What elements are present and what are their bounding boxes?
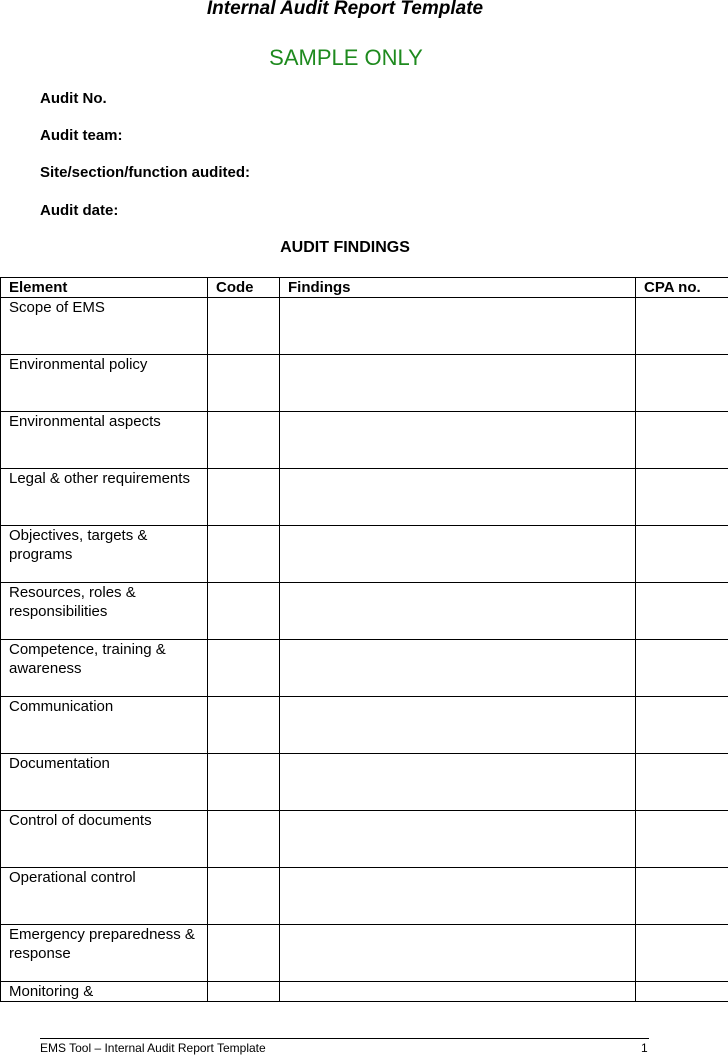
table-row	[1, 355, 728, 412]
audit-date-label: Audit date:	[40, 202, 119, 219]
code-cell[interactable]	[208, 754, 280, 811]
element-cell: Emergency preparedness & response	[1, 925, 208, 982]
code-cell[interactable]	[208, 355, 280, 412]
element-cell: Legal & other requirements	[1, 469, 208, 526]
element-cell: Resources, roles & responsibilities	[1, 583, 208, 640]
findings-cell[interactable]	[280, 754, 636, 811]
footer-divider	[40, 1038, 649, 1039]
document-title: Internal Audit Report Template	[206, 0, 484, 19]
cpa-cell[interactable]	[636, 868, 728, 925]
element-cell: Competence, training & awareness	[1, 640, 208, 697]
cpa-cell[interactable]	[636, 469, 728, 526]
findings-cell[interactable]	[280, 868, 636, 925]
code-cell[interactable]	[208, 298, 280, 355]
table-row	[1, 640, 728, 697]
audit-team-label: Audit team:	[40, 127, 123, 144]
audit-no-label: Audit No.	[40, 90, 107, 107]
findings-cell[interactable]	[280, 355, 636, 412]
findings-cell[interactable]	[280, 412, 636, 469]
element-cell: Monitoring &	[1, 982, 208, 1002]
findings-cell[interactable]	[280, 811, 636, 868]
table-row	[1, 868, 728, 925]
cpa-cell[interactable]	[636, 982, 728, 1002]
findings-cell[interactable]	[280, 697, 636, 754]
findings-cell[interactable]	[280, 469, 636, 526]
site-audited-label: Site/section/function audited:	[40, 164, 251, 181]
code-cell[interactable]	[208, 697, 280, 754]
table-row	[1, 754, 728, 811]
element-cell: Control of documents	[1, 811, 208, 868]
cpa-cell[interactable]	[636, 355, 728, 412]
table-row	[1, 811, 728, 868]
cpa-cell[interactable]	[636, 526, 728, 583]
element-cell: Objectives, targets & programs	[1, 526, 208, 583]
findings-cell[interactable]	[280, 526, 636, 583]
cpa-cell[interactable]	[636, 697, 728, 754]
cpa-cell[interactable]	[636, 583, 728, 640]
code-cell[interactable]	[208, 583, 280, 640]
table-header-row	[1, 278, 728, 298]
column-header-element: Element	[1, 278, 208, 298]
column-header-cpa-no: CPA no.	[636, 278, 728, 298]
element-cell: Operational control	[1, 868, 208, 925]
column-header-code: Code	[208, 278, 280, 298]
sample-only-label: SAMPLE ONLY	[269, 45, 423, 70]
findings-cell[interactable]	[280, 982, 636, 1002]
cpa-cell[interactable]	[636, 754, 728, 811]
findings-cell[interactable]	[280, 583, 636, 640]
footer-text: EMS Tool – Internal Audit Report Template	[40, 1041, 266, 1055]
code-cell[interactable]	[208, 469, 280, 526]
table-row	[1, 697, 728, 754]
cpa-cell[interactable]	[636, 412, 728, 469]
code-cell[interactable]	[208, 982, 280, 1002]
code-cell[interactable]	[208, 640, 280, 697]
element-cell: Environmental policy	[1, 355, 208, 412]
element-cell: Environmental aspects	[1, 412, 208, 469]
table-row	[1, 925, 728, 982]
page-number: 1	[641, 1041, 648, 1055]
element-cell: Communication	[1, 697, 208, 754]
cpa-cell[interactable]	[636, 811, 728, 868]
code-cell[interactable]	[208, 925, 280, 982]
element-cell: Documentation	[1, 754, 208, 811]
column-header-findings: Findings	[280, 278, 636, 298]
element-cell: Scope of EMS	[1, 298, 208, 355]
table-row	[1, 583, 728, 640]
code-cell[interactable]	[208, 868, 280, 925]
cpa-cell[interactable]	[636, 298, 728, 355]
table-row	[1, 982, 728, 1002]
audit-findings-heading: AUDIT FINDINGS	[280, 239, 410, 256]
findings-cell[interactable]	[280, 298, 636, 355]
audit-findings-table	[0, 277, 728, 1002]
table-row	[1, 469, 728, 526]
cpa-cell[interactable]	[636, 640, 728, 697]
code-cell[interactable]	[208, 811, 280, 868]
table-row	[1, 298, 728, 355]
table-row	[1, 526, 728, 583]
code-cell[interactable]	[208, 412, 280, 469]
table-row	[1, 412, 728, 469]
code-cell[interactable]	[208, 526, 280, 583]
findings-cell[interactable]	[280, 640, 636, 697]
findings-cell[interactable]	[280, 925, 636, 982]
cpa-cell[interactable]	[636, 925, 728, 982]
